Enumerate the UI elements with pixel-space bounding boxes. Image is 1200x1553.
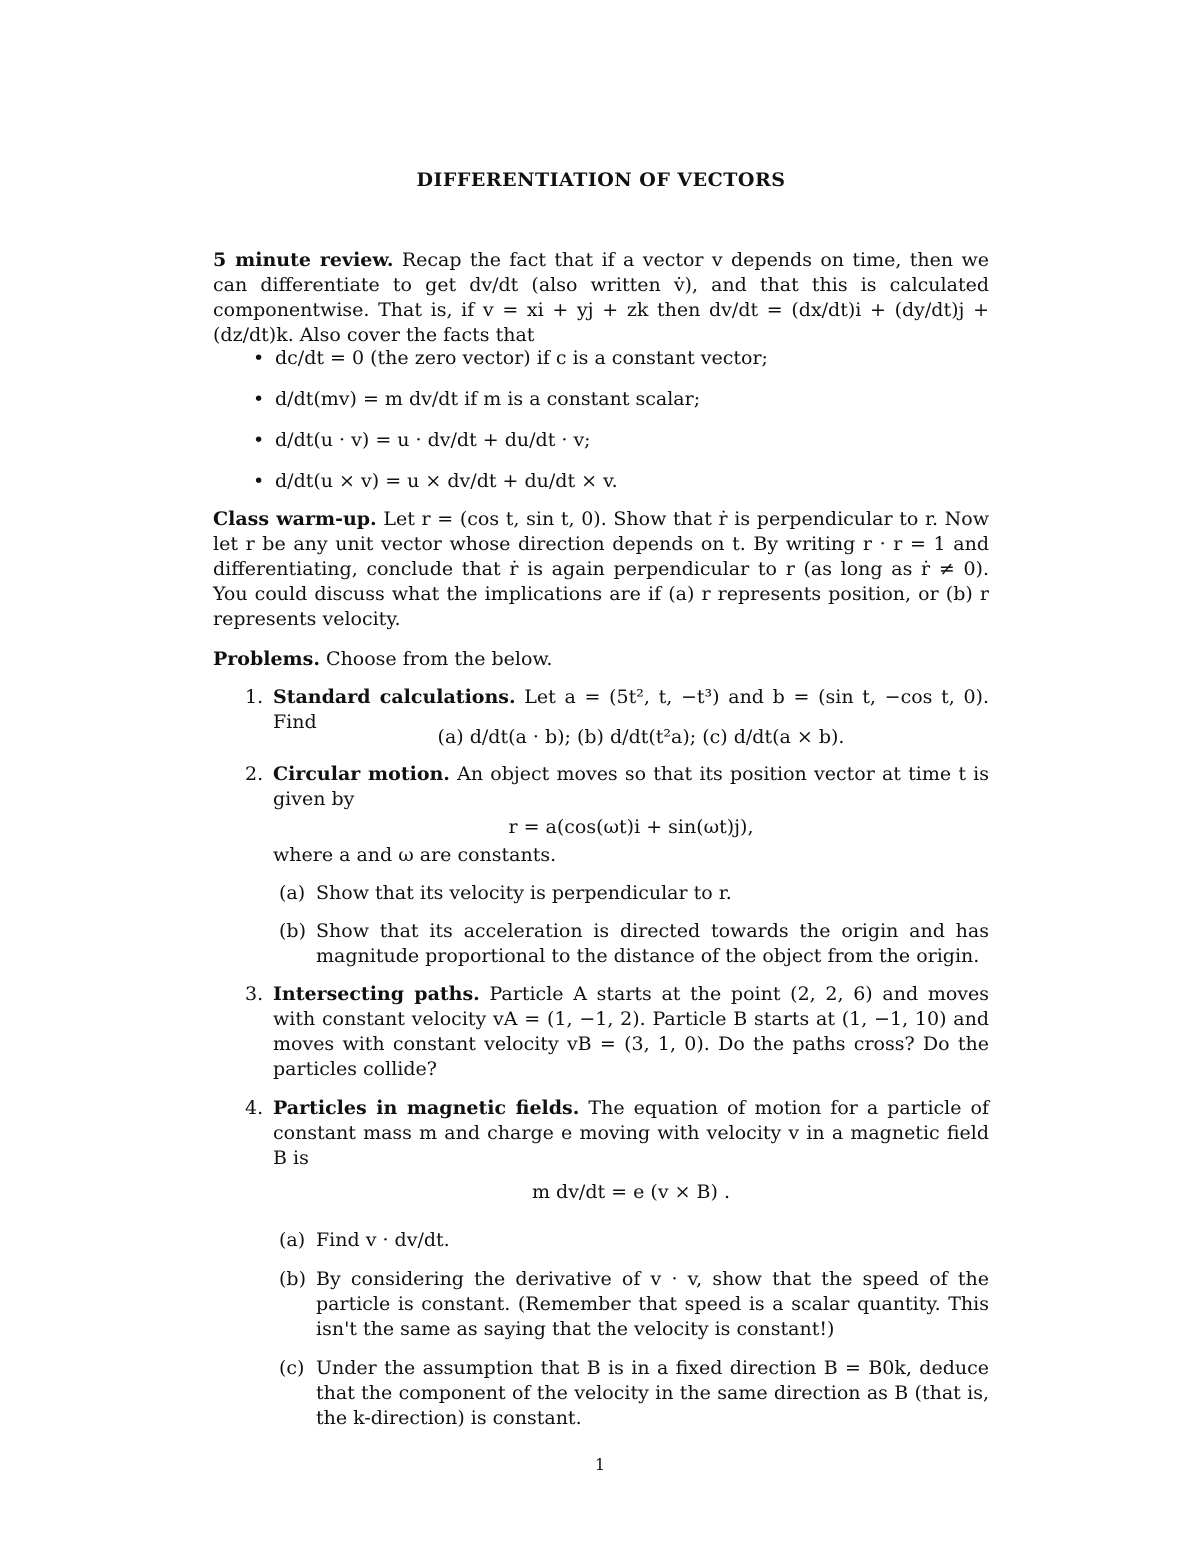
problem-number: 3. (245, 983, 264, 1005)
review-text: Recap the fact that if a vector v depends on time, then we can differentiate to get dv/dt (also written v̇), and that this is calculated componentwise. That is, if v = xi + yj + zk then dv/dt = (dx/dt)i + (dy/dt)j + (dz/dt)k. Also cover the facts that (213, 249, 989, 346)
problem-title: Particles in magnetic fields. (273, 1097, 580, 1119)
page-number: 1 (594, 1455, 606, 1474)
list-item: • dc/dt = 0 (the zero vector) if c is a constant vector; (253, 347, 768, 369)
bullet-list (213, 346, 989, 510)
warmup-text: Let r = (cos t, sin t, 0). Show that ṙ is perpendicular to r. Now let r be any unit vector whose direction depends on t. By writing r · r = 1 and differentiating, conclude that ṙ is again perpendicular to r (as long as ṙ ≠ 0). You could discuss what the implications are if (a) r represents position, or (b) r represents velocity. (213, 508, 989, 630)
problems-heading: Problems. (213, 648, 320, 670)
problem-title: Circular motion. (273, 763, 450, 785)
warmup-paragraph (213, 507, 989, 632)
problem-title: Intersecting paths. (273, 983, 480, 1005)
problem-2-after: where a and ω are constants. (273, 844, 557, 866)
list-item: • d/dt(mv) = m dv/dt if m is a constant scalar; (253, 388, 701, 410)
bullet-icon: • (253, 388, 265, 410)
problem-1-equation: (a) d/dt(a · b); (b) d/dt(t²a); (c) d/dt(a × b). (437, 726, 845, 748)
problem-number: 1. (245, 686, 264, 708)
review-paragraph (213, 248, 989, 348)
list-item: • d/dt(u × v) = u × dv/dt + du/dt × v. (253, 470, 618, 492)
problem-text: Let a = (5t², t, −t³) and b = (sin t, −cos t, 0). Find (273, 686, 989, 733)
problems-intro (213, 647, 989, 672)
problem-number: 2. (245, 763, 264, 785)
problems-intro-text: Choose from the below. (326, 648, 553, 670)
page-title: DIFFERENTIATION OF VECTORS (416, 169, 786, 191)
bullet-icon: • (253, 470, 265, 492)
problem-text: The equation of motion for a particle of constant mass m and charge e moving with velocity v in a magnetic field B is (273, 1097, 989, 1169)
bullet-icon: • (253, 347, 265, 369)
review-heading: 5 minute review. (213, 249, 394, 271)
list-item: • d/dt(u · v) = u · dv/dt + du/dt · v; (253, 429, 591, 451)
problem-title: Standard calculations. (273, 686, 516, 708)
bullet-icon: • (253, 429, 265, 451)
problem-text: Particle A starts at the point (2, 2, 6) and moves with constant velocity vA = (1, −1, 2). Particle B starts at (1, −1, 10) and moves with constant velocity vB = (3, 1, 0). Do the paths cross? Do the particles collide? (273, 983, 990, 1080)
problem-2-equation: r = a(cos(ωt)i + sin(ωt)j), (508, 816, 754, 838)
problem-text: An object moves so that its position vector at time t is given by (273, 763, 989, 810)
warmup-heading: Class warm-up. (213, 508, 377, 530)
problem-number: 4. (245, 1097, 264, 1119)
problem-4-equation: m dv/dt = e (v × B) . (531, 1181, 731, 1203)
